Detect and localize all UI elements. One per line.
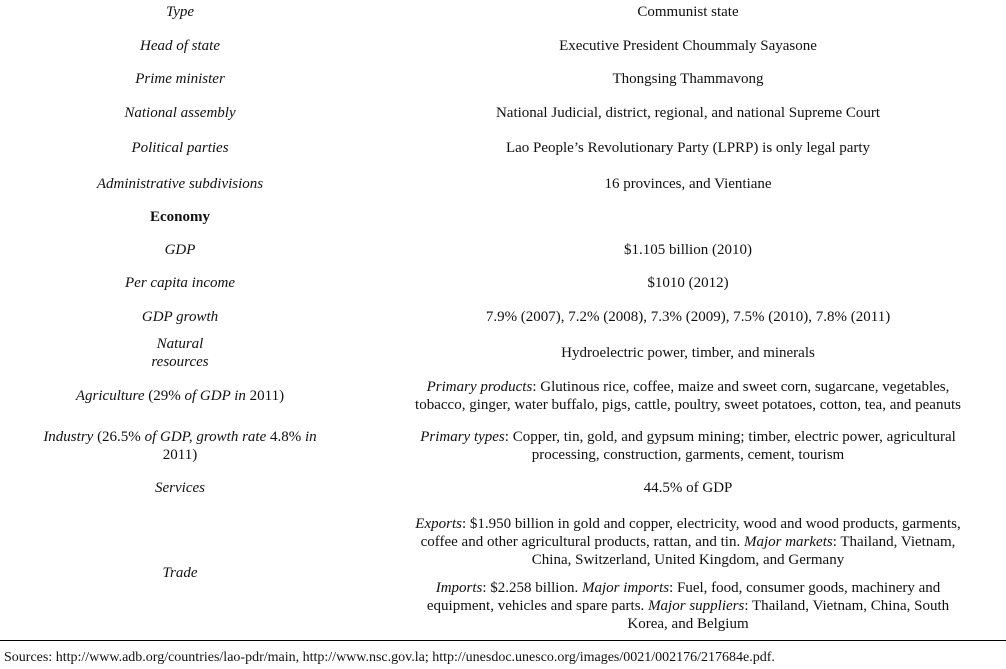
label-part: (26.5% <box>93 429 145 445</box>
trade-exports <box>382 515 994 569</box>
row-value: $1010 (2012) <box>647 275 729 291</box>
row-value: 7.9% (2007), 7.2% (2008), 7.3% (2009), 7.5% (2010), 7.8% (2011) <box>485 309 891 325</box>
value-line: : Thailand, Vietnam, China, South <box>744 598 950 614</box>
row-value: Hydroelectric power, timber, and minerals <box>561 345 815 361</box>
value-line: equipment, vehicles and spare parts. <box>426 598 649 614</box>
value-line: processing, construction, garments, cement, tourism <box>531 447 845 463</box>
value-prefix: Major suppliers <box>648 598 745 614</box>
value-line: coffee and other agricultural products, rattan, and tin. <box>420 534 744 550</box>
row-label: Head of state <box>140 38 220 54</box>
label-part: of GDP, growth rate <box>144 429 267 445</box>
value-prefix: Imports <box>435 580 483 596</box>
value-line: : $2.258 billion. <box>482 580 582 596</box>
row-label: GDP <box>164 242 196 258</box>
row-value: Executive President Choummaly Sayasone <box>559 38 817 54</box>
value-line: : $1.950 billion in gold and copper, electricity, wood and wood products, garments, <box>461 516 961 532</box>
row-value <box>382 428 994 464</box>
section-heading: Economy <box>150 209 210 225</box>
row-label: National assembly <box>124 105 236 121</box>
value-line: China, Switzerland, United Kingdom, and Germany <box>531 552 845 568</box>
row-value: 44.5% of GDP <box>643 480 733 496</box>
row-value <box>382 378 994 414</box>
label-line: Natural <box>156 336 204 352</box>
value-line: : Thailand, Vietnam, <box>832 534 956 550</box>
sources-note: Sources: http://www.adb.org/countries/lao-pdr/main, http://www.nsc.gov.la; http://unesdoc.unesco.org/images/0021/002176/217684e.pdf. <box>4 650 775 665</box>
row-value: Lao People’s Revolutionary Party (LPRP) is only legal party <box>505 140 871 156</box>
label-part: Agriculture <box>75 388 145 404</box>
row-label <box>40 387 320 405</box>
trade-imports <box>382 579 994 633</box>
value-line: : Copper, tin, gold, and gypsum mining; timber, electric power, agricultural <box>504 429 956 445</box>
value-prefix: Major imports <box>581 580 670 596</box>
label-part: 2011) <box>245 388 285 404</box>
label-part: of GDP in <box>184 388 246 404</box>
value-line: : Fuel, food, consumer goods, machinery and <box>669 580 941 596</box>
value-prefix: Primary products <box>426 379 533 395</box>
table-bottom-rule <box>0 640 1006 641</box>
row-label <box>40 335 320 371</box>
value-prefix: Primary types <box>420 429 505 445</box>
row-label: GDP growth <box>141 309 219 325</box>
label-part: 4.8% <box>266 429 305 445</box>
row-label: Trade <box>162 565 198 581</box>
value-line: Korea, and Belgium <box>627 616 749 632</box>
row-value: Communist state <box>637 4 739 20</box>
value-line: : Glutinous rice, coffee, maize and sweet corn, sugarcane, vegetables, <box>532 379 950 395</box>
label-part: in <box>305 429 317 445</box>
value-prefix: Exports <box>415 516 462 532</box>
row-label: Services <box>155 480 205 496</box>
row-label: Administrative subdivisions <box>96 176 264 192</box>
row-label: Political parties <box>131 140 229 156</box>
row-value: National Judicial, district, regional, and national Supreme Court <box>495 105 881 121</box>
row-label: Prime minister <box>135 71 225 87</box>
row-value: 16 provinces, and Vientiane <box>604 176 772 192</box>
label-part: 2011) <box>162 447 198 463</box>
label-line: resources <box>151 354 209 370</box>
value-prefix: Major markets <box>743 534 833 550</box>
label-part: (29% <box>144 388 185 404</box>
value-line: tobacco, ginger, water buffalo, pigs, cattle, poultry, sweet potatoes, cotton, tea, and peanuts <box>415 397 961 413</box>
label-part: Industry <box>43 429 94 445</box>
row-label: Per capita income <box>125 275 235 291</box>
row-label: Type <box>165 4 195 20</box>
row-value: Thongsing Thammavong <box>612 71 764 87</box>
row-value: $1.105 billion (2010) <box>624 242 752 258</box>
row-label <box>20 428 340 464</box>
